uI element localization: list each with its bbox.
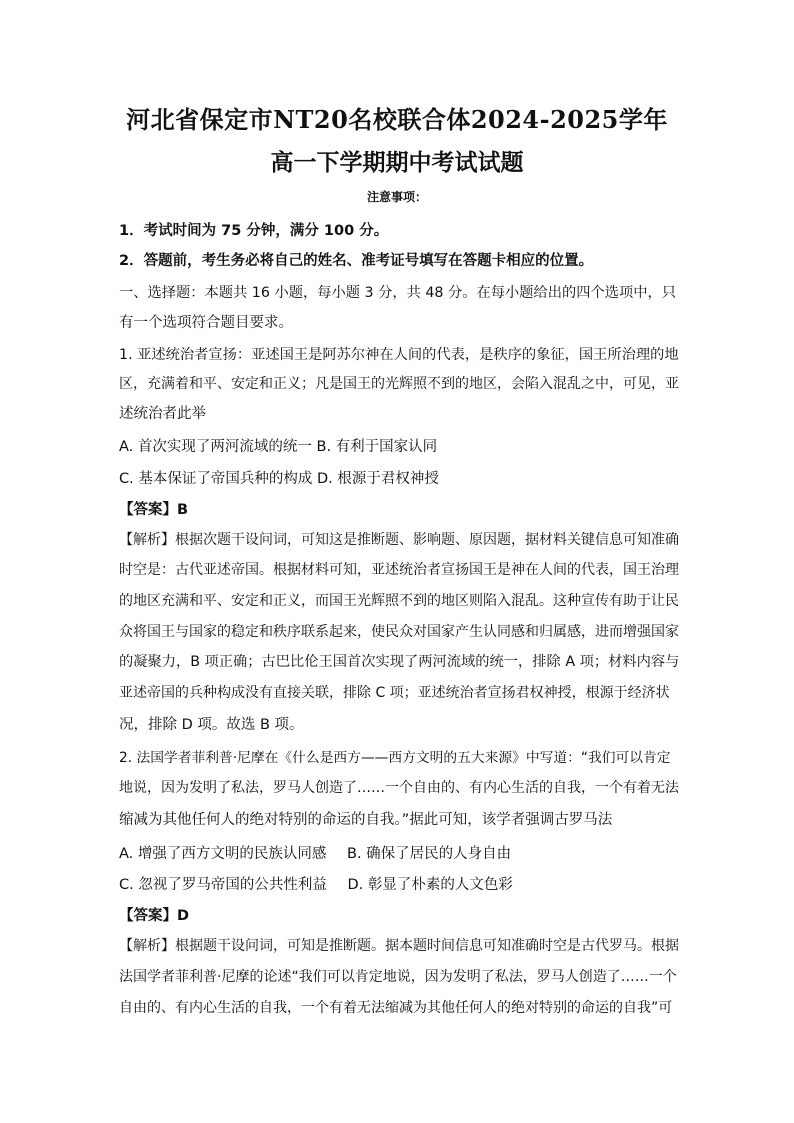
q2-options-line [119,873,679,894]
q1-analysis-line: 况，排除 D 项。故选 B 项。 [119,717,304,733]
q1-analysis-line: 的凝聚力，B 项正确；古巴比伦王国首次实现了两河流域的统一，排除 A 项；材料内容与 [119,654,680,670]
note-2: 2．答题前，考生务必将自己的姓名、准考证号填写在答题卡相应的位置。 [119,253,594,269]
q2-options-line [119,842,679,863]
q2-analysis-line: 法国学者菲利普·尼摩的论述“我们可以肯定地说，因为发明了私法，罗马人创造了……一个 [119,969,677,985]
q2-stem-line: 2. 法国学者菲利普·尼摩在《什么是西方——西方文明的五大来源》中写道：“我们可以肯定 [119,750,671,766]
q2-option-d: D. 彰显了朴素的人文色彩 [347,877,513,893]
q1-answer: 【答案】B [119,502,189,518]
q2-stem-line: 地说，因为发明了私法，罗马人创造了……一个自由的、有内心生活的自我，一个有着无法 [119,780,679,796]
q2-option-a: A. 增强了西方文明的民族认同感 [119,846,327,862]
q2-answer: 【答案】D [119,908,190,924]
document-title-line1: 河北省保定市NT20名校联合体2024-2025学年 [126,105,668,134]
q1-analysis-line: 的地区充满和平、安定和正义，而国王光辉照不到的地区则陷入混乱。这种宣传有助于让民 [119,593,679,609]
q2-analysis-line: 【解析】根据题干设问词，可知是推断题。据本题时间信息可知准确时空是古代罗马。根据 [119,938,679,954]
notice-heading: 注意事项： [366,190,427,204]
section-intro-line: 一、选择题：本题共 16 小题，每小题 3 分，共 48 分。在每小题给出的四个选项中，只 [119,285,677,301]
q1-options-line: A. 首次实现了两河流域的统一 B. 有利于国家认同 [119,439,438,455]
document-title-line2: 高一下学期期中考试试题 [270,149,524,176]
note-1: 1．考试时间为 75 分钟，满分 100 分。 [119,223,389,239]
q1-stem-line: 1. 亚述统治者宣扬：亚述国王是阿苏尔神在人间的代表，是秩序的象征，国王所治理的地 [119,347,679,363]
q2-option-c: C. 忽视了罗马帝国的公共性利益 [119,877,327,893]
q1-options-line: C. 基本保证了帝国兵种的构成 D. 根源于君权神授 [119,471,439,487]
q1-stem-line: 述统治者此举 [119,406,206,422]
q1-analysis-line: 【解析】根据次题干设问词，可知这是推断题、影响题、原因题，据材料关键信息可知准确 [119,532,679,548]
section-intro-line: 有一个选项符合题目要求。 [119,315,293,331]
q1-analysis-line: 众将国王与国家的稳定和秩序联系起来，使民众对国家产生认同感和归属感，进而增强国家 [119,624,679,640]
q1-stem-line: 区，充满着和平、安定和正义；凡是国王的光辉照不到的地区，会陷入混乱之中，可见，亚 [119,376,679,392]
q2-analysis-line: 自由的、有内心生活的自我，一个有着无法缩减为其他任何人的绝对特别的命运的自我”可 [119,1000,673,1016]
q1-analysis-line: 亚述帝国的兵种构成没有直接关联，排除 C 项；亚述统治者宣扬君权神授，根源于经济状 [119,685,670,701]
q2-option-b: B. 确保了居民的人身自由 [347,846,512,862]
q1-analysis-line: 时空是：古代亚述帝国。根据材料可知，亚述统治者宣扬国王是神在人间的代表，国王治理 [119,562,679,578]
q2-stem-line: 缩减为其他任何人的绝对特别的命运的自我。”据此可知，该学者强调古罗马法 [119,812,613,828]
